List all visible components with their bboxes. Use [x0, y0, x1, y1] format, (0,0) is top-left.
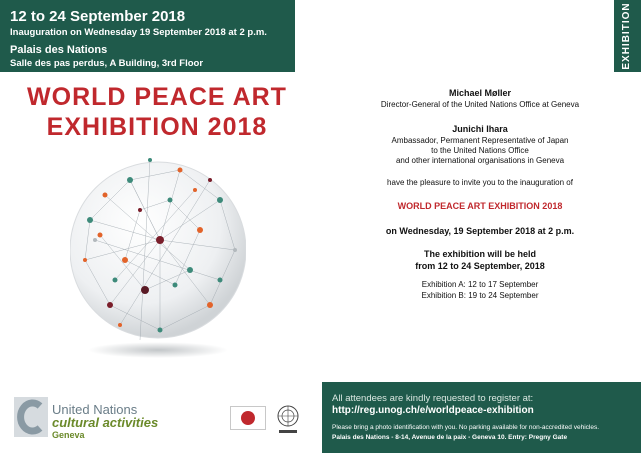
exhibition-headline: [22, 82, 292, 142]
invite-line: have the pleasure to invite you to the inauguration of: [387, 178, 573, 187]
venue-location: Salle des pas perdus, A Building, 3rd Floor: [10, 58, 204, 69]
held-line1: The exhibition will be held: [423, 249, 536, 259]
event-date: on Wednesday, 19 September 2018 at 2 p.m.: [385, 226, 575, 236]
headline-line1: WORLD PEACE ART: [27, 83, 287, 111]
inauguration-line: Inauguration on Wednesday 19 September 2018 at 2 p.m.: [10, 27, 267, 38]
exhibition-side-label: EXHIBITION: [300, 2, 311, 70]
address-line: Palais des Nations - 8-14, Avenue de la paix - Geneva 10. Entry: Pregny Gate: [332, 434, 568, 441]
network-globe-illustration: [70, 140, 246, 360]
un-logo-line2: cultural activities: [52, 415, 159, 430]
exhibition-right-label: EXHIBITION: [621, 2, 632, 70]
event-dates: 12 to 24 September 2018: [10, 8, 186, 25]
held-line2: from 12 to 24 September, 2018: [415, 261, 545, 271]
event-name: WORLD PEACE ART EXHIBITION 2018: [397, 201, 563, 211]
host2-name: Junichi Ihara: [452, 124, 508, 134]
register-link[interactable]: http://reg.unog.ch/e/worldpeace-exhibition: [332, 405, 534, 416]
venue-name: Palais des Nations: [10, 44, 108, 56]
un-cultural-c-logo: [14, 397, 48, 437]
headline-line2: EXHIBITION 2018: [46, 113, 268, 141]
host2-title-line1: Ambassador, Permanent Representative of Japan: [391, 136, 569, 145]
event-banner: [0, 0, 295, 72]
registration-panel: [322, 382, 641, 453]
host1-name: Michael Møller: [448, 88, 511, 98]
host2-title-line3: and other international organisations in Geneva: [395, 156, 565, 165]
id-note: Please bring a photo identification with you. No parking available for non-accredited vehicles.: [332, 424, 600, 431]
un-logo-line3: Geneva: [52, 430, 85, 440]
flag-disc: [241, 411, 255, 425]
un-logo-line1: United Nations: [52, 402, 138, 417]
exhibition-a-dates: Exhibition A: 12 to 17 September: [421, 280, 539, 289]
host1-title: Director-General of the United Nations Office at Geneva: [380, 100, 580, 109]
exhibition-b-dates: Exhibition B: 19 to 24 September: [421, 291, 539, 300]
japan-flag-icon: [230, 406, 266, 430]
un-emblem-icon: [276, 404, 300, 436]
register-text: All attendees are kindly requested to register at:: [332, 393, 534, 404]
host2-title-line2: to the United Nations Office: [431, 146, 529, 155]
